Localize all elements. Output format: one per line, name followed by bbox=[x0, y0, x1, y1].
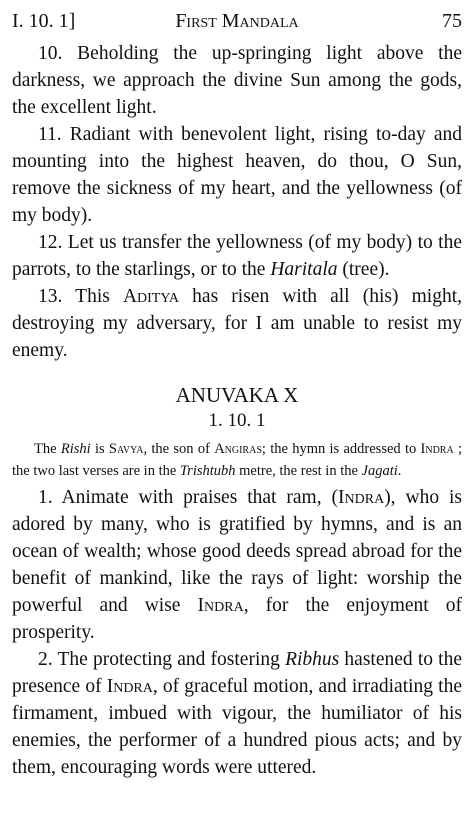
intro-text: is bbox=[90, 441, 109, 457]
intro-text: The bbox=[34, 441, 61, 457]
verse-smallcaps-name: Aditya bbox=[122, 286, 180, 307]
running-header bbox=[12, 10, 462, 40]
verse-text: Let us transfer the yellowness (of my body) to the parrots, to the starlings, or to the bbox=[12, 232, 462, 280]
verse-number: 12. bbox=[38, 232, 63, 253]
verse-smallcaps-name: Indra bbox=[197, 595, 244, 616]
running-title: First Mandala bbox=[175, 10, 299, 32]
intro-text: metre, the rest in the bbox=[235, 463, 362, 479]
verse-italic-term: Haritala bbox=[270, 259, 338, 280]
verse-text: , of graceful motion, and irradiating the firmament, imbued with vigour, the humiliator of his enemies, the performer of a hundred pious acts; and by them, encouraging words were uttered. bbox=[12, 676, 462, 778]
verse-10 bbox=[12, 40, 462, 121]
verse-1 bbox=[12, 484, 462, 646]
intro-name: Savya bbox=[108, 441, 144, 457]
verse-number: 11. bbox=[38, 124, 62, 145]
verse-text: The protecting and fostering bbox=[57, 649, 286, 670]
verse-number: 2. bbox=[38, 649, 53, 670]
verse-number: 13. bbox=[38, 286, 63, 307]
hymn-introduction bbox=[12, 438, 462, 482]
verse-text: Animate with praises that ram, ( bbox=[61, 487, 339, 508]
hymn-number: 1. 10. 1 bbox=[208, 410, 266, 431]
verse-text: Radiant with benevolent light, rising to-day and mounting into the highest heaven, do thou, O Sun, remove the sickness of my heart, and the yellowness (of my body). bbox=[12, 124, 463, 226]
verse-number: 1. bbox=[38, 487, 53, 508]
verse-2 bbox=[12, 646, 462, 781]
verse-13 bbox=[12, 283, 462, 364]
verse-text: has risen with all (his) might, destroying my adversary, for I am unable to resist my enemy. bbox=[12, 286, 462, 361]
intro-italic: Rishi bbox=[60, 441, 91, 457]
verse-text: (tree). bbox=[337, 259, 390, 280]
intro-text: , the son of bbox=[143, 441, 215, 457]
intro-text: ; the two last verses are in the bbox=[12, 441, 463, 479]
verse-smallcaps-name: Indra bbox=[338, 487, 385, 508]
intro-text: ; the hymn is addressed to bbox=[261, 441, 421, 457]
page-number: 75 bbox=[442, 10, 462, 32]
intro-text: . bbox=[397, 463, 402, 479]
verse-smallcaps-name: Indra bbox=[106, 676, 153, 697]
chapter-reference: I. 10. 1] bbox=[12, 10, 76, 32]
verse-number: 10. bbox=[38, 43, 63, 64]
intro-name: Indra bbox=[420, 441, 454, 457]
verse-12 bbox=[12, 229, 462, 283]
verse-text: hastened to the presence of bbox=[12, 649, 462, 697]
intro-italic: Trishtubh bbox=[179, 463, 236, 479]
intro-italic: Jagati bbox=[361, 463, 398, 479]
verse-text: Beholding the up-springing light above the darkness, we approach the divine Sun among the gods, the excellent light. bbox=[12, 43, 462, 118]
verse-text: , for the enjoyment of prosperity. bbox=[12, 595, 462, 643]
intro-name: Angiras bbox=[214, 441, 262, 457]
verse-italic-term: Ribhus bbox=[285, 649, 340, 670]
verse-11 bbox=[12, 121, 462, 229]
verse-text: This bbox=[75, 286, 123, 307]
section-title: ANUVAKA X bbox=[175, 383, 299, 407]
verse-text: ), who is adored by many, who is gratified by hymns, and is an ocean of wealth; whose good deeds spread abroad for the benefit of mankind, like the rays of light: worship the powerful and wise bbox=[12, 487, 462, 616]
